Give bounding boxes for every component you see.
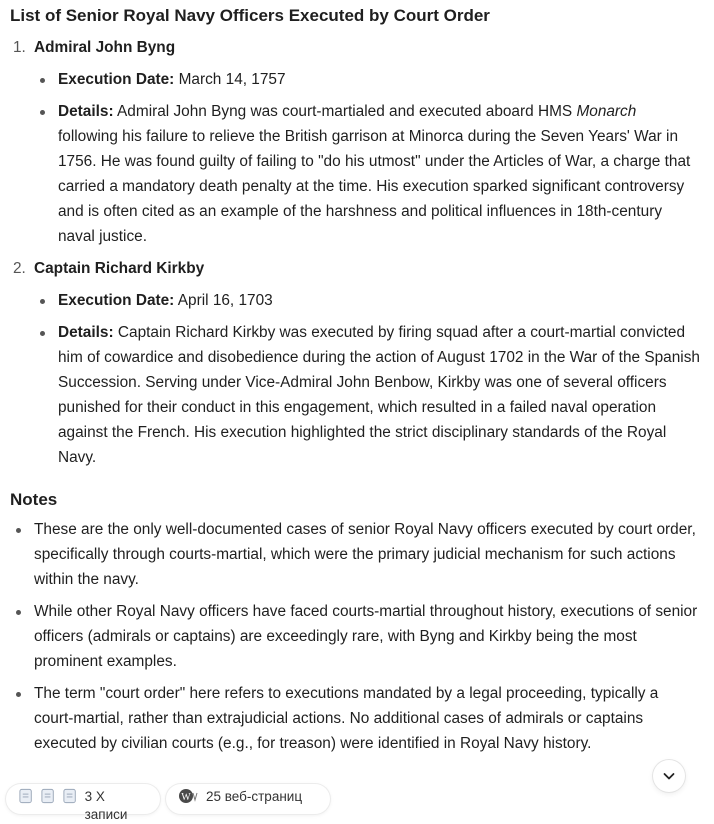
execution-date-value: April 16, 1703 [177,292,273,309]
officer-list [10,35,700,470]
officer-name: Admiral John Byng [34,39,176,56]
records-sources-button[interactable] [6,784,160,822]
note-item [10,599,700,674]
bullet-dot [40,331,45,336]
execution-date-item [34,288,700,313]
bullet-dot [16,528,21,533]
execution-date-label: Execution Date: [58,71,175,88]
details-label: Details: [58,324,114,341]
notes-list [10,517,700,756]
bullet-dot [40,110,45,115]
note-item [10,681,700,756]
officer-item [10,35,700,249]
details-text: Captain Richard Kirkby was executed by firing squad after a court-martial convicted him of cowardice and disobedience during the action of August 1702 in the War of the Spanish Succession. Serving under Vice-Admiral John Benbow, Kirkby was one of several officers punished for their conduct in this engagement, which resulted in a failed naval operation against the French. His execution highlighted the strict disciplinary standards of the Royal Navy. [58,324,700,466]
document-icon [40,788,55,804]
details-text: Admiral John Byng was court-martialed and executed aboard HMS [117,103,577,120]
chevron-down-icon [662,769,676,783]
wikipedia-icon [178,788,200,804]
bullet-dot [16,692,21,697]
note-text: The term "court order" here refers to executions mandated by a legal proceeding, typically a court-martial, rather than extrajudicial actions. No additional cases of admirals or captains executed by civilian courts (e.g., for treason) were identified in Royal Navy history. [34,685,659,752]
note-text: While other Royal Navy officers have faced courts-martial throughout history, executions of senior officers (admirals or captains) are exceedingly rare, with Byng and Kirkby being the most prominent examples. [34,603,698,670]
document-icon [62,788,77,804]
list-number: 1. [13,39,26,56]
details-text: following his failure to relieve the British garrison at Minorca during the Seven Years' War in 1756. He was found guilty of failing to "do his utmost" under the Articles of War, a charge that carried a mandatory death penalty at the time. His execution sparked significant controversy and is often cited as an example of the harshness and political influences in 18th-century naval justice. [58,128,691,245]
execution-date-value: March 14, 1757 [178,71,286,88]
list-number: 2. [13,260,26,277]
execution-date-item [34,67,700,92]
details-label: Details: [58,103,114,120]
bullet-dot [40,78,45,83]
records-sources-label: 3 Х записи [84,789,128,822]
svg-text:W: W [181,792,191,803]
page-title: List of Senior Royal Navy Officers Executed by Court Order [10,6,490,25]
note-text: These are the only well-documented cases of senior Royal Navy officers executed by court order, specifically through courts-martial, which were the primary judicial mechanism for such actions within the navy. [34,521,696,588]
officer-name: Captain Richard Kirkby [34,260,205,277]
notes-heading: Notes [10,490,58,509]
bullet-dot [40,299,45,304]
details-item [34,99,700,249]
sources-bar [0,782,714,822]
note-item [10,517,700,592]
web-sources-button[interactable] [166,784,330,814]
web-sources-label: 25 веб-страниц [206,789,303,804]
execution-date-label: Execution Date: [58,292,175,309]
bullet-dot [16,610,21,615]
officer-item [10,256,700,470]
document-icon [18,788,33,804]
response-content [10,3,700,763]
ship-name: Monarch [576,103,637,120]
details-item [34,320,700,470]
